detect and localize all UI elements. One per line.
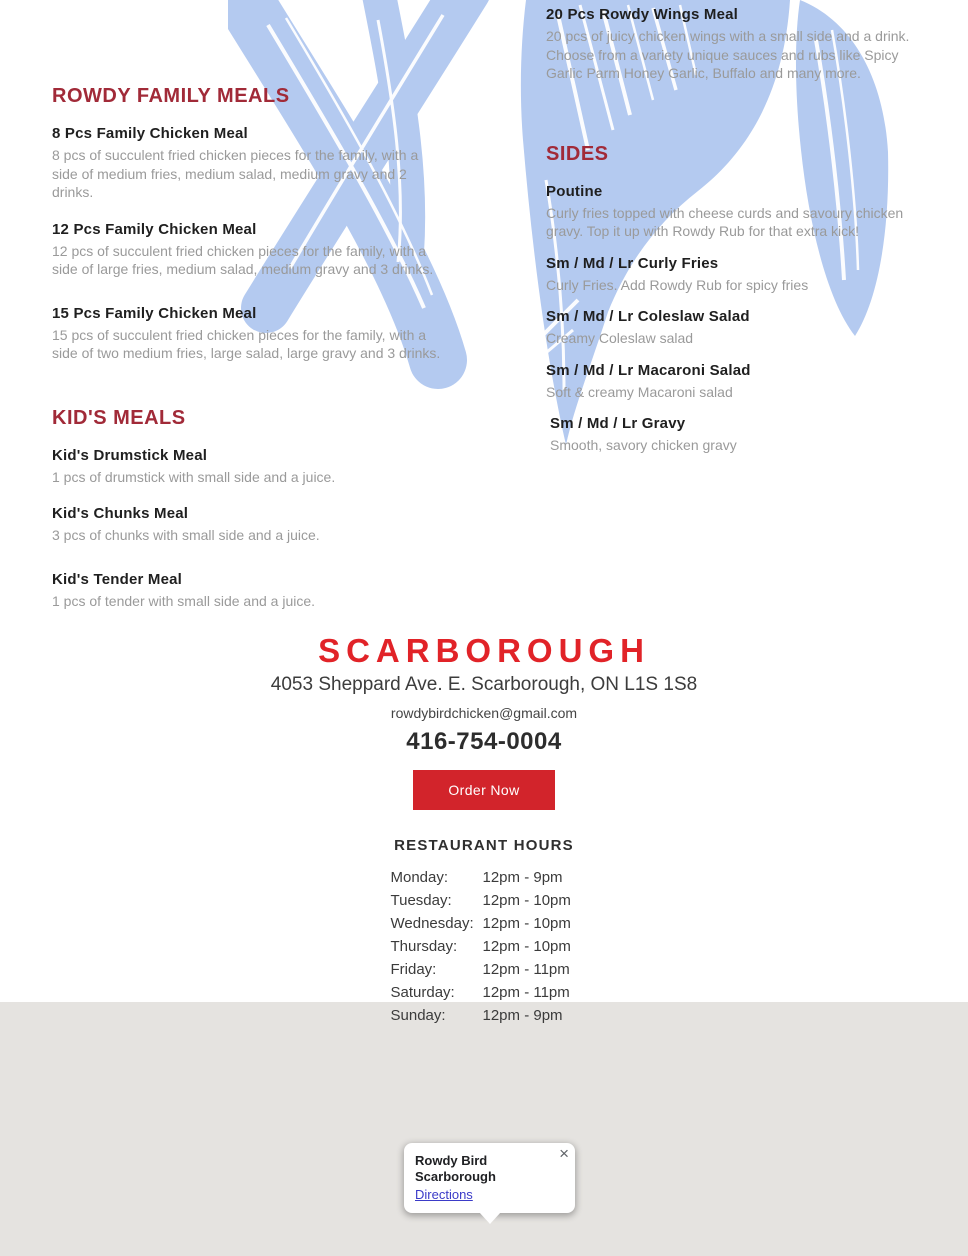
menu-item-desc: Soft & creamy Macaroni salad (546, 383, 733, 400)
menu-item-name: Sm / Md / Lr Curly Fries (546, 254, 719, 272)
menu-item-name: 12 Pcs Family Chicken Meal (52, 220, 257, 238)
sides-heading: SIDES (546, 142, 609, 165)
map-popup-arrow (479, 1212, 501, 1224)
hours-time: 12pm - 10pm (482, 938, 571, 955)
order-now-button[interactable]: Order Now (413, 770, 555, 810)
menu-column-left (52, 85, 444, 629)
location-phone: 416-754-0004 (406, 728, 562, 755)
menu-item-desc: 15 pcs of succulent fried chicken pieces for the family, with a side of two medium fries, large salad, large gravy and 3 drinks. (52, 326, 441, 361)
restaurant-hours-heading: RESTAURANT HOURS (394, 837, 574, 854)
menu-item (546, 362, 918, 402)
map-embed[interactable] (0, 1002, 968, 1256)
section-sides (546, 143, 918, 455)
menu-item-name: Kid's Chunks Meal (52, 505, 189, 522)
menu-item-name: 20 Pcs Rowdy Wings Meal (546, 6, 739, 23)
hours-day: Sunday: (390, 1007, 446, 1024)
section-kids-meals (52, 407, 444, 611)
hours-day: Friday: (390, 961, 437, 978)
menu-item-name: 8 Pcs Family Chicken Meal (52, 125, 248, 142)
menu-item-wings (546, 6, 918, 83)
menu-item-desc: 1 pcs of tender with small side and a juice. (52, 592, 316, 609)
location-title: SCARBOROUGH (318, 632, 650, 669)
menu-column-right (546, 6, 918, 474)
hours-time: 12pm - 9pm (482, 1007, 563, 1024)
menu-item-desc: Curly Fries. Add Rowdy Rub for spicy fries (546, 276, 809, 293)
menu-item-name: Sm / Md / Lr Gravy (550, 415, 686, 432)
menu-item-desc: 12 pcs of succulent fried chicken pieces for the family, with a side of large fries, medium salad, medium gravy and 3 drinks. (52, 242, 434, 277)
hours-row (391, 958, 578, 981)
menu-item (546, 415, 918, 455)
menu-item (546, 308, 918, 348)
hours-time: 12pm - 11pm (482, 984, 570, 1001)
menu-item-desc: 3 pcs of chunks with small side and a juice. (52, 527, 320, 543)
menu-item-name: Kid's Tender Meal (52, 570, 183, 588)
map-directions-link[interactable]: Directions (415, 1187, 473, 1202)
menu-item-name: Poutine (546, 182, 603, 200)
menu-item-name: Kid's Drumstick Meal (52, 446, 208, 464)
hours-row (391, 1004, 578, 1027)
menu-item (52, 571, 444, 611)
hours-day: Tuesday: (390, 892, 452, 909)
menu-item-desc: 8 pcs of succulent fried chicken pieces for the family, with a side of medium fries, medium salad, medium gravy and 2 drinks. (52, 147, 419, 200)
family-meals-heading: ROWDY FAMILY MEALS (52, 85, 290, 107)
menu-item-desc: Curly fries topped with cheese curds and savoury chicken gravy. Top it up with Rowdy Rub for that extra kick! (546, 204, 904, 239)
menu-item (52, 305, 444, 363)
menu-item-desc: 20 pcs of juicy chicken wings with a small side and a drink. Choose from a variety unique sauces and rubs like Spicy Garlic Parm Honey Garlic, Buffalo and many more. (546, 28, 910, 81)
hours-row (391, 935, 578, 958)
hours-time: 12pm - 11pm (482, 961, 570, 978)
hours-time: 12pm - 10pm (482, 915, 571, 932)
menu-item-name: Sm / Md / Lr Coleslaw Salad (546, 308, 750, 325)
hours-time: 12pm - 9pm (482, 869, 563, 886)
menu-item (52, 447, 444, 487)
hours-row (391, 866, 578, 889)
location-email: rowdybirdchicken@gmail.com (390, 705, 578, 721)
hours-row (391, 889, 578, 912)
menu-item (546, 183, 918, 241)
menu-item-desc: Smooth, savory chicken gravy (550, 437, 737, 453)
hours-row (391, 912, 578, 935)
menu-item-desc: 1 pcs of drumstick with small side and a juice. (52, 468, 336, 485)
menu-item (546, 255, 918, 295)
hours-day: Monday: (390, 869, 449, 886)
hours-day: Wednesday: (390, 915, 474, 932)
map-popup-title: Rowdy Bird Scarborough (415, 1153, 496, 1184)
location-block (0, 633, 968, 1027)
menu-item-name: Sm / Md / Lr Macaroni Salad (546, 361, 751, 379)
menu-item (52, 125, 444, 202)
menu-item (52, 221, 444, 279)
hours-time: 12pm - 10pm (482, 892, 571, 909)
menu-item-desc: Creamy Coleslaw salad (546, 330, 694, 346)
hours-day: Thursday: (390, 938, 458, 955)
hours-day: Saturday: (390, 984, 455, 1001)
close-icon[interactable]: × (559, 1144, 569, 1163)
section-family-meals (52, 85, 444, 363)
map-info-popup (404, 1143, 575, 1213)
menu-item-name: 15 Pcs Family Chicken Meal (52, 304, 257, 322)
hours-row (391, 981, 578, 1004)
kids-meals-heading: KID'S MEALS (52, 406, 186, 429)
restaurant-hours-table (391, 866, 578, 1027)
menu-item (52, 505, 444, 545)
location-address: 4053 Sheppard Ave. E. Scarborough, ON L1S 1S8 (270, 674, 698, 695)
